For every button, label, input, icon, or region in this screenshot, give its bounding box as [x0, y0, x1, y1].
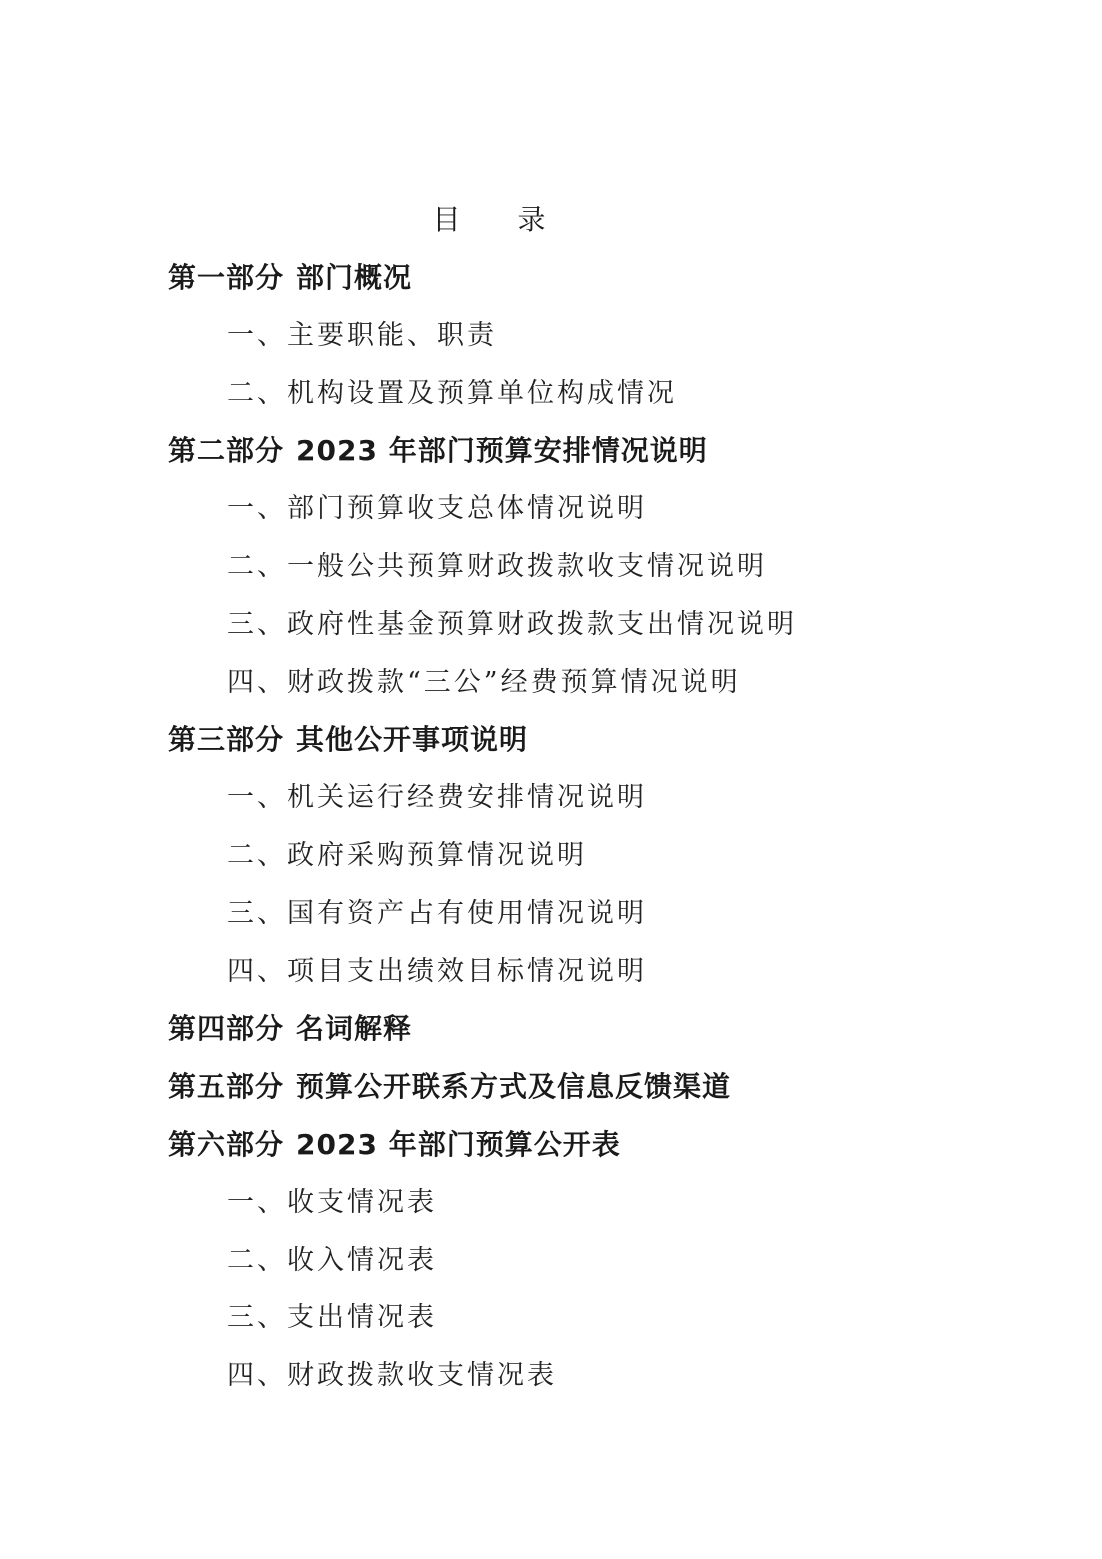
- part-title: 部门概况: [296, 261, 413, 294]
- part-title: 预算公开联系方式及信息反馈渠道: [296, 1070, 732, 1104]
- toc-sub-item[interactable]: 二、政府采购预算情况说明: [227, 839, 587, 871]
- part-title: 2023 年部门预算安排情况说明: [296, 434, 708, 468]
- toc-part-3[interactable]: [168, 718, 1068, 776]
- toc-sub-item[interactable]: 一、主要职能、职责: [227, 319, 497, 351]
- toc-sub-item[interactable]: 三、政府性基金预算财政拨款支出情况说明: [227, 608, 797, 640]
- toc-list: [168, 256, 1068, 1412]
- part-label: 第二部分: [168, 434, 285, 468]
- toc-sub-item[interactable]: 二、一般公共预算财政拨款收支情况说明: [227, 550, 767, 582]
- part-label: 第四部分: [168, 1012, 285, 1046]
- toc-part-2[interactable]: [168, 429, 1068, 487]
- part-label: 第五部分: [168, 1070, 285, 1104]
- toc-sub-item[interactable]: 一、机关运行经费安排情况说明: [227, 782, 647, 814]
- toc-sub-item[interactable]: 三、支出情况表: [227, 1302, 437, 1334]
- part-title: 名词解释: [296, 1012, 413, 1046]
- toc-sub-item[interactable]: 二、收入情况表: [227, 1244, 437, 1276]
- toc-sub-item[interactable]: 二、机构设置及预算单位构成情况: [227, 377, 677, 409]
- toc-part-6[interactable]: [168, 1123, 1068, 1181]
- toc-part-5[interactable]: [168, 1065, 1068, 1123]
- toc-sub-item[interactable]: 四、项目支出绩效目标情况说明: [227, 955, 647, 987]
- toc-title: 目 录: [432, 203, 570, 236]
- part-title: 2023 年部门预算公开表: [296, 1127, 621, 1161]
- toc-part-4[interactable]: [168, 1007, 1068, 1065]
- toc-part-1[interactable]: [168, 256, 1068, 314]
- part-label: 第六部分: [168, 1127, 285, 1161]
- part-title: 其他公开事项说明: [296, 723, 529, 757]
- toc-sub-item[interactable]: 一、部门预算收支总体情况说明: [227, 493, 647, 525]
- toc-sub-item[interactable]: 四、财政拨款收支情况表: [227, 1360, 557, 1392]
- part-label: 第一部分: [168, 261, 285, 294]
- toc-sub-item[interactable]: 一、收支情况表: [227, 1186, 437, 1218]
- toc-sub-item[interactable]: 四、财政拨款“三公”经费预算情况说明: [227, 666, 741, 698]
- part-label: 第三部分: [168, 723, 285, 757]
- toc-sub-item[interactable]: 三、国有资产占有使用情况说明: [227, 897, 647, 929]
